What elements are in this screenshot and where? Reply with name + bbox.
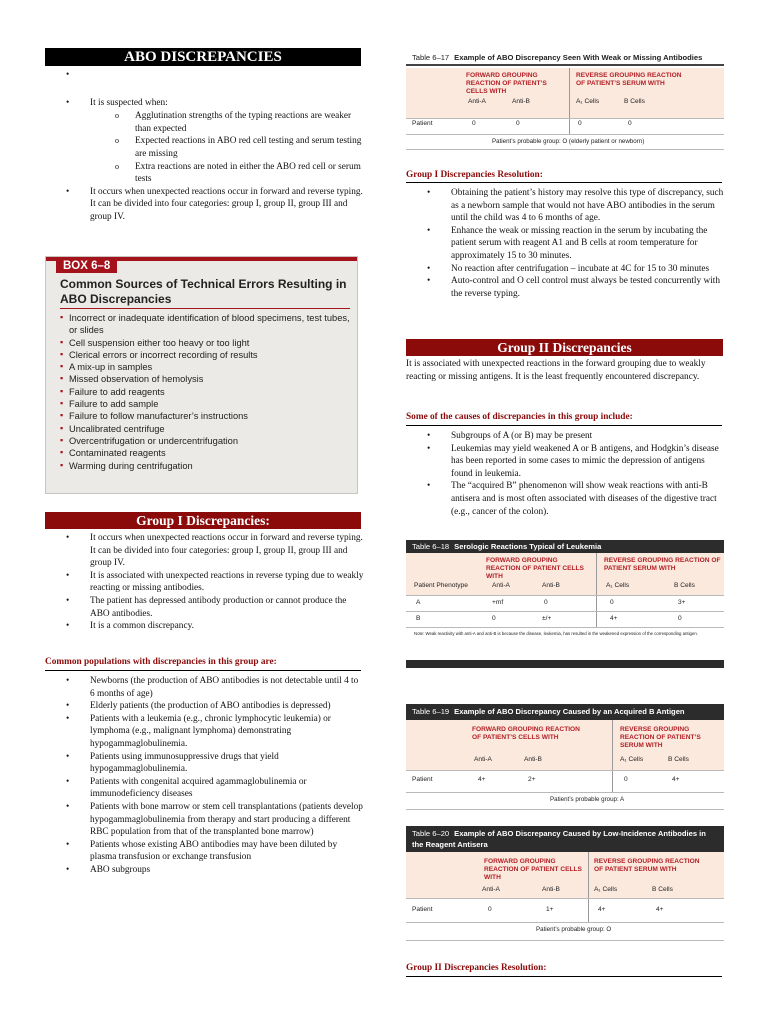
list-item: • The “acquired B” phenomenon will show weak reactions with anti-B antisera and is most often associated with diseases of the digestive tract (e.g., cancer of the colon). xyxy=(406,480,726,518)
list-item: o Agglutination strengths of the typing reactions are weaker than expected xyxy=(45,110,365,135)
page-title: ABO DISCREPANCIES xyxy=(45,48,361,66)
list-item: ▪ Incorrect or inadequate identification of blood specimens, test tubes, or slides xyxy=(60,312,350,337)
occurs-intro: • It occurs when unexpected reactions occur in forward and reverse typing. It can be divided into four categories: group I, group II, group III and group IV. xyxy=(45,186,365,224)
list-item: ▪ Warming during centrifugation xyxy=(60,460,350,472)
col-header: B Cells xyxy=(668,756,689,763)
cell: 0 xyxy=(544,599,548,606)
table-rule xyxy=(406,770,724,771)
reverse-header: REVERSE GROUPING REACTION OF PATIENT SERUM WITH xyxy=(604,557,721,572)
col-header: B Cells xyxy=(624,98,645,105)
cell: +mf xyxy=(492,599,504,606)
row-label: Patient xyxy=(412,906,433,913)
table-rule xyxy=(406,940,724,941)
list-item: • No reaction after centrifugation – incubate at 4C for 15 to 30 minutes xyxy=(406,263,726,276)
reverse-header: REVERSE GROUPING REACTION OF PATIENT SERUM WITH xyxy=(594,858,700,873)
forward-header: FORWARD GROUPING REACTION OF PATIENT’S CELLS WITH xyxy=(472,726,580,741)
col-header: Anti-A xyxy=(468,98,486,105)
list-item: • Leukemias may yield weakened A or B antigens, and Hodgkin’s disease has been reported in some cases to mimic the depression of antigens found in leukemia. xyxy=(406,443,726,481)
list-item: ▪ Cell suspension either too heavy or too light xyxy=(60,337,350,349)
table-divider xyxy=(588,852,589,922)
g2-resolution-heading: Group II Discrepancies Resolution: xyxy=(406,963,547,973)
empty-bullet xyxy=(45,69,365,82)
list-item: • Patients with congenital acquired agammaglobulinemia or immunodeficiency diseases xyxy=(45,776,365,801)
cell: 4+ xyxy=(478,776,486,783)
table-6-17 xyxy=(406,50,724,150)
list-item: • ABO subgroups xyxy=(45,864,365,877)
row-label: Patient xyxy=(412,120,433,127)
cell: 0 xyxy=(472,120,476,127)
col-header: A₁ Cells xyxy=(606,582,630,589)
table-title: Serologic Reactions Typical of Leukemia xyxy=(454,542,602,551)
cell: 0 xyxy=(628,120,632,127)
table-rule xyxy=(406,611,724,612)
list-item: • It occurs when unexpected reactions occur in forward and reverse typing. It can be divided into four categories: group I, group II, group III and group IV. xyxy=(45,532,365,570)
g2-resolution-underline xyxy=(406,976,722,977)
list-item: • Patients using immunosuppressive drugs that yield hypogammaglobulinemia. xyxy=(45,751,365,776)
list-item: • Patients with bone marrow or stem cell transplantations (patients develop hypogammaglobulinemia from therapy and start producing a different RBC population from that of the transplanted bone marrow) xyxy=(45,801,365,839)
table-divider xyxy=(569,68,570,134)
table-6-18 xyxy=(406,540,724,646)
table-title: Example of ABO Discrepancy Caused by Low-Incidence Antibodies in the Reagent Antisera xyxy=(412,829,706,849)
list-item: • It is a common discrepancy. xyxy=(45,620,365,633)
populations-list xyxy=(45,675,365,877)
g1-resolution-heading: Group I Discrepancies Resolution: xyxy=(406,170,543,180)
table-caption xyxy=(406,50,724,66)
populations-underline xyxy=(45,670,361,671)
table-note: Note: Weak reactivity with anti-A and anti-B is because the disease, leukemia, has resulted in the weakened expression of the corresponding antigen. xyxy=(414,631,698,636)
forward-header: FORWARD GROUPING REACTION OF PATIENT’S CELLS WITH xyxy=(466,72,547,95)
box-list xyxy=(60,312,350,472)
suspected-text: It is suspected when: xyxy=(90,97,168,108)
cell: 4+ xyxy=(656,906,664,913)
table-6-20 xyxy=(406,826,724,944)
table-number: Table 6–19 xyxy=(412,707,450,716)
g1-resolution-underline xyxy=(406,182,722,183)
forward-header: FORWARD GROUPING REACTION OF PATIENT CELLS WITH xyxy=(484,858,582,881)
forward-header: FORWARD GROUPING REACTION OF PATIENT CELLS WITH xyxy=(486,557,584,580)
table-rule xyxy=(406,922,724,923)
populations-heading: Common populations with discrepancies in this group are: xyxy=(45,657,277,667)
table-rule xyxy=(406,134,724,135)
list-item: o Extra reactions are noted in either the ABO red cell or serum tests xyxy=(45,161,365,186)
cell: 0 xyxy=(624,776,628,783)
col-header: Anti-B xyxy=(542,582,560,589)
col-header: Anti-A xyxy=(474,756,492,763)
cell: 0 xyxy=(678,615,682,622)
col-header: Anti-B xyxy=(524,756,542,763)
cell: 0 xyxy=(578,120,582,127)
list-item: o Expected reactions in ABO red cell testing and serum testing are missing xyxy=(45,135,365,160)
table-6-19 xyxy=(406,704,724,810)
table-title: Example of ABO Discrepancy Seen With Weak or Missing Antibodies xyxy=(454,53,703,62)
list-item: ▪ Missed observation of hemolysis xyxy=(60,373,350,385)
cell: 3+ xyxy=(678,599,686,606)
table-number: Table 6–20 xyxy=(412,829,450,838)
group2-heading: Group II Discrepancies xyxy=(406,339,723,356)
list-item: • Enhance the weak or missing reaction in the serum by incubating the patient serum with reagent A1 and B cells at room temperature for approximately 15 to 30 minutes. xyxy=(406,225,726,263)
causes-underline xyxy=(406,425,722,426)
box-tag: BOX 6–8 xyxy=(56,259,117,273)
causes-list xyxy=(406,430,726,518)
table-caption xyxy=(406,826,724,852)
group1-heading: Group I Discrepancies: xyxy=(45,512,361,529)
list-item: • Auto-control and O cell control must always be tested concurrently with the reverse typing. xyxy=(406,275,726,300)
col-header: A₁ Cells xyxy=(576,98,600,105)
cell: 4+ xyxy=(610,615,618,622)
table-caption xyxy=(406,704,724,720)
list-item: • It is associated with unexpected reactions in reverse typing due to weakly reacting or missing antibodies. xyxy=(45,570,365,595)
col-header: Anti-A xyxy=(492,582,510,589)
causes-heading: Some of the causes of discrepancies in this group include: xyxy=(406,412,633,422)
col-header: Anti-B xyxy=(542,886,560,893)
box-divider xyxy=(60,308,350,309)
list-item: ▪ Overcentrifugation or undercentrifugation xyxy=(60,435,350,447)
cell: 1+ xyxy=(546,906,554,913)
list-item: ▪ Uncalibrated centrifuge xyxy=(60,423,350,435)
list-item: ▪ Failure to add sample xyxy=(60,398,350,410)
table-number: Table 6–17 xyxy=(412,53,450,62)
col-header: B Cells xyxy=(674,582,695,589)
reverse-header: REVERSE GROUPING REACTION OF PATIENT’S SERUM WITH xyxy=(576,72,682,87)
col-header: A₁ Cells xyxy=(594,886,618,893)
left-intro xyxy=(45,69,365,224)
list-item: ▪ Contaminated reagents xyxy=(60,447,350,459)
cell: ±/+ xyxy=(542,615,552,622)
group1-list xyxy=(45,532,365,633)
list-item: ▪ Failure to add reagents xyxy=(60,386,350,398)
list-item: • Newborns (the production of ABO antibodies is not detectable until 4 to 6 months of age) xyxy=(45,675,365,700)
list-item: ▪ Failure to follow manufacturer’s instructions xyxy=(60,410,350,422)
cell: 2+ xyxy=(528,776,536,783)
table-rule xyxy=(406,898,724,899)
table-divider xyxy=(612,720,613,792)
table-divider xyxy=(596,553,597,627)
col-header: Patient Phenotype xyxy=(414,582,468,589)
list-item: • The patient has depressed antibody production or cannot produce the ABO antibodies. xyxy=(45,595,365,620)
col-header: Anti-B xyxy=(512,98,530,105)
list-item: • Obtaining the patient’s history may resolve this type of discrepancy, such as a newborn sample that would not have ABO antibodies in the serum until the child was 4 to 6 months of age. xyxy=(406,187,726,225)
col-header: A₁ Cells xyxy=(620,756,644,763)
cell: 0 xyxy=(492,615,496,622)
cell: 4+ xyxy=(672,776,680,783)
list-item: • Patients whose existing ABO antibodies may have been diluted by plasma transfusion or exchange transfusion xyxy=(45,839,365,864)
table-rule xyxy=(406,595,724,596)
cell: A xyxy=(416,599,421,606)
table-footer: Patient’s probable group: A xyxy=(550,796,625,803)
cell: 0 xyxy=(610,599,614,606)
table-caption xyxy=(406,540,724,553)
list-item: • Elderly patients (the production of ABO antibodies is depressed) xyxy=(45,700,365,713)
table-rule xyxy=(406,809,724,810)
list-item: • Subgroups of A (or B) may be present xyxy=(406,430,726,443)
separator-bar xyxy=(406,660,724,668)
box-title: Common Sources of Technical Errors Resulting in ABO Discrepancies xyxy=(60,277,347,306)
table-rule xyxy=(406,792,724,793)
table-footer: Patient’s probable group: O (elderly patient or newborn) xyxy=(492,138,645,145)
suspected-intro xyxy=(45,97,365,110)
list-item: ▪ Clerical errors or incorrect recording of results xyxy=(60,349,350,361)
cell: 0 xyxy=(488,906,492,913)
cell: B xyxy=(416,615,421,622)
row-label: Patient xyxy=(412,776,433,783)
suspected-list xyxy=(45,110,365,186)
table-rule xyxy=(406,627,724,628)
technical-errors-box xyxy=(45,256,358,494)
table-footer: Patient’s probable group: O xyxy=(536,926,612,933)
table-title: Example of ABO Discrepancy Caused by an Acquired B Antigen xyxy=(454,707,685,716)
col-header: B Cells xyxy=(652,886,673,893)
table-rule xyxy=(406,118,724,119)
group2-text: It is associated with unexpected reactions in the forward grouping due to weakly reacting or missing antigens. It is the least frequently encountered discrepancy. xyxy=(406,359,706,382)
table-number: Table 6–18 xyxy=(412,542,450,551)
table-rule xyxy=(406,149,724,150)
cell: 4+ xyxy=(598,906,606,913)
reverse-header: REVERSE GROUPING REACTION OF PATIENT’S SERUM WITH xyxy=(620,726,701,749)
cell: 0 xyxy=(516,120,520,127)
g1-resolution-list xyxy=(406,187,726,300)
col-header: Anti-A xyxy=(482,886,500,893)
list-item: • Patients with a leukemia (e.g., chronic lymphocytic leukemia) or lymphoma (e.g., malignant lymphoma) demonstrating hypogammaglobulinemia. xyxy=(45,713,365,751)
list-item: ▪ A mix-up in samples xyxy=(60,361,350,373)
